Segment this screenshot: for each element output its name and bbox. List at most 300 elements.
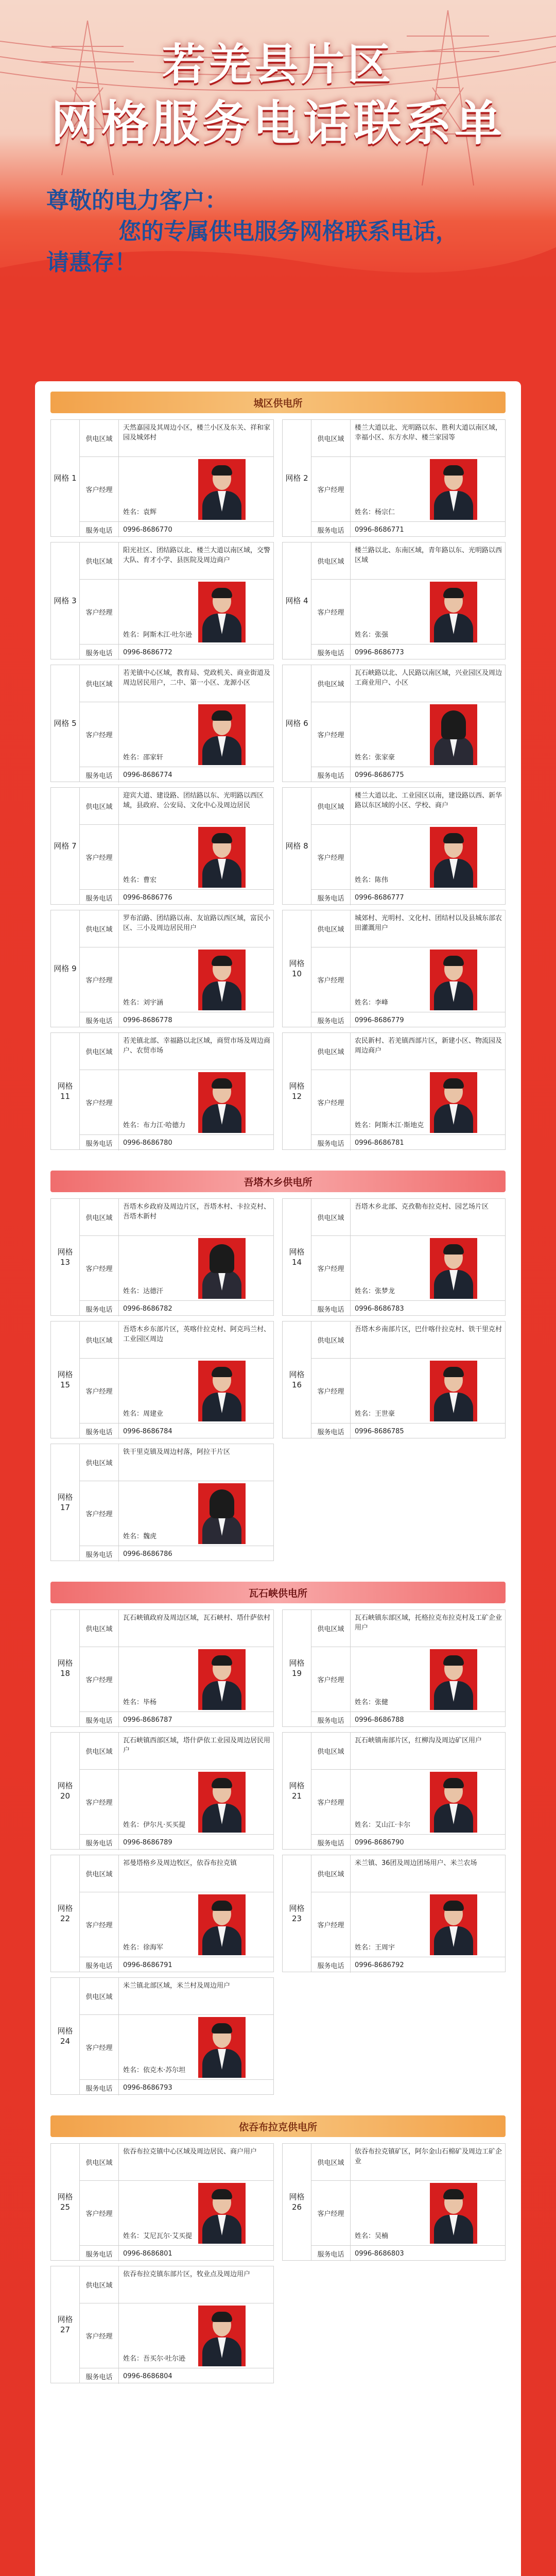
phone-row [80, 645, 273, 660]
phone-number[interactable]: 0996-8686793 [123, 2083, 172, 2092]
manager-name [123, 629, 192, 639]
grid-entry [282, 787, 506, 905]
phone-label: 服务电话 [80, 1835, 119, 1850]
title-block [0, 36, 556, 155]
grid-entry [282, 1609, 506, 1727]
area-row [311, 1733, 505, 1770]
phone-row [311, 522, 505, 537]
area-value: 米兰镇北部区域，米兰村及周边用户 [123, 1982, 231, 1990]
phone-label: 服务电话 [80, 1135, 119, 1150]
manager-photo [430, 1894, 477, 1955]
manager-row [311, 1770, 505, 1835]
manager-label: 客户经理 [80, 1892, 119, 1957]
grid-number: 网格 10 [283, 910, 311, 1027]
phone-label: 服务电话 [80, 1712, 119, 1727]
grid-entry [282, 665, 506, 782]
section-title: 依吞布拉克供电所 [50, 2115, 506, 2137]
manager-name-value: 陈伟 [375, 876, 389, 884]
manager-name [355, 1120, 424, 1129]
greeting-line-1: 尊敬的电力客户： [46, 188, 228, 214]
grid-number: 网格 2 [283, 420, 311, 536]
area-row [80, 665, 273, 702]
phone-number[interactable]: 0996-8686777 [355, 893, 404, 902]
manager-name [123, 506, 157, 516]
photo-hair [443, 1778, 464, 1788]
area-row [311, 1321, 505, 1359]
phone-row [311, 1957, 505, 1973]
manager-label: 客户经理 [80, 947, 119, 1012]
area-label: 供电区域 [311, 420, 351, 456]
photo-hair [443, 956, 464, 966]
phone-row [311, 1423, 505, 1439]
area-value: 米兰镇、36团及周边团场用户、米兰农场 [355, 1859, 477, 1867]
phone-label: 服务电话 [80, 2246, 119, 2261]
manager-row [311, 580, 505, 645]
manager-label: 客户经理 [80, 1359, 119, 1423]
photo-hair [210, 1489, 234, 1518]
manager-photo [198, 1072, 246, 1133]
phone-label: 服务电话 [80, 1301, 119, 1316]
manager-photo [198, 704, 246, 765]
name-prefix: 姓名： [123, 2355, 144, 2363]
area-row [80, 1199, 273, 1236]
phone-label: 服务电话 [311, 1712, 351, 1727]
manager-name-value: 吴楠 [375, 2232, 389, 2240]
area-label: 供电区域 [80, 2144, 119, 2180]
manager-row [311, 1647, 505, 1712]
grid-number: 网格 13 [51, 1199, 80, 1315]
photo-hair [212, 2189, 232, 2199]
area-label: 供电区域 [80, 1033, 119, 1070]
manager-label: 客户经理 [80, 825, 119, 889]
name-prefix: 姓名： [123, 509, 144, 516]
manager-label: 客户经理 [80, 1481, 119, 1546]
area-label: 供电区域 [311, 2144, 351, 2180]
area-row [311, 420, 505, 457]
phone-number[interactable]: 0996-8686779 [355, 1016, 404, 1024]
phone-row [80, 1135, 273, 1150]
manager-name [355, 1285, 395, 1295]
grid-entry [50, 665, 274, 782]
area-value: 楼兰路以北、东南区域，青年路以东、光明路以西区域 [355, 547, 502, 564]
grid-number: 网格 16 [283, 1321, 311, 1438]
manager-name [355, 629, 388, 639]
area-value: 吾塔木乡政府及周边片区，吾塔木村、卡拉克村、吾塔木新村 [123, 1203, 270, 1221]
area-label: 供电区域 [80, 788, 119, 824]
name-prefix: 姓名： [355, 1122, 375, 1129]
phone-label: 服务电话 [311, 767, 351, 783]
name-prefix: 姓名： [355, 631, 375, 639]
phone-number[interactable]: 0996-8686776 [123, 893, 172, 902]
grid-entry [50, 910, 274, 1027]
photo-hair [212, 1655, 232, 1666]
manager-row [311, 702, 505, 767]
grid-entry [50, 787, 274, 905]
greeting-line-3: 请惠存！ [46, 249, 137, 276]
phone-number[interactable]: 0996-8686792 [355, 1961, 404, 1969]
manager-label: 客户经理 [80, 580, 119, 644]
manager-name-value: 刘宇涵 [143, 999, 164, 1007]
area-value: 铁干里克镇及周边村落，阿拉干片区 [123, 1448, 231, 1456]
grid-entry [50, 1977, 274, 2095]
area-row [80, 1610, 273, 1647]
manager-label: 客户经理 [311, 1770, 351, 1834]
grid-entry [282, 910, 506, 1027]
manager-label: 客户经理 [80, 1070, 119, 1134]
manager-name [123, 752, 163, 761]
manager-name-value: 张梦龙 [375, 1287, 395, 1295]
name-prefix: 姓名： [355, 999, 375, 1007]
area-label: 供电区域 [311, 1033, 351, 1070]
manager-row [80, 947, 273, 1012]
phone-number[interactable]: 0996-8686787 [123, 1716, 172, 1724]
phone-label: 服务电话 [80, 1957, 119, 1973]
grid-number: 网格 24 [51, 1978, 80, 2094]
manager-name [123, 2064, 185, 2074]
area-value: 若羌镇中心区域，教育局、党政机关、商业街道及周边居民用户，二中、第一小区、龙源小区 [123, 669, 270, 687]
phone-number[interactable]: 0996-8686804 [123, 2372, 172, 2380]
manager-photo [198, 1649, 246, 1710]
phone-row [80, 767, 273, 783]
manager-photo [430, 459, 477, 520]
section-title: 瓦石峡供电所 [50, 1582, 506, 1603]
photo-hair [212, 956, 232, 966]
phone-label: 服务电话 [311, 1301, 351, 1316]
manager-photo [198, 2017, 246, 2078]
phone-number[interactable]: 0996-8686803 [355, 2249, 404, 2258]
manager-name-value: 伊尔凡·买买提 [143, 1821, 186, 1829]
area-label: 供电区域 [311, 788, 351, 824]
manager-photo [430, 950, 477, 1010]
grid-entry [282, 1032, 506, 1150]
manager-name [123, 1285, 163, 1295]
phone-number[interactable]: 0996-8686790 [355, 1838, 404, 1846]
grid-number: 网格 12 [283, 1033, 311, 1149]
manager-row [80, 2015, 273, 2080]
phone-number[interactable]: 0996-8686785 [355, 1427, 404, 1435]
area-row [80, 543, 273, 580]
manager-name-value: 阿斯木江·斯地克 [375, 1122, 424, 1129]
area-row [80, 910, 273, 947]
area-label: 供电区域 [80, 1610, 119, 1647]
manager-row [311, 1070, 505, 1135]
phone-number[interactable]: 0996-8686770 [123, 526, 172, 534]
manager-name [355, 1408, 395, 1418]
phone-number[interactable]: 0996-8686784 [123, 1427, 172, 1435]
manager-name [123, 1819, 185, 1829]
manager-name-value: 艾山江·卡尔 [375, 1821, 411, 1829]
phone-row [311, 1012, 505, 1028]
area-row [80, 1321, 273, 1359]
phone-number[interactable]: 0996-8686789 [123, 1838, 172, 1846]
phone-number[interactable]: 0996-8686783 [355, 1304, 404, 1313]
manager-name-value: 阿斯木江·吐尔逊 [143, 631, 193, 639]
phone-number[interactable]: 0996-8686771 [355, 526, 404, 534]
phone-row [80, 1835, 273, 1850]
phone-number[interactable]: 0996-8686772 [123, 648, 172, 656]
phone-row [80, 1712, 273, 1727]
grid-entry [50, 419, 274, 537]
area-value: 楼兰大道以北、光明路以东、胜利大道以南区域，幸福小区、东方水岸、楼兰家园等 [355, 424, 502, 442]
phone-number[interactable]: 0996-8686788 [355, 1716, 404, 1724]
manager-photo [198, 2306, 246, 2366]
name-prefix: 姓名： [123, 999, 144, 1007]
manager-name-value: 吾买尔·吐尔逊 [143, 2355, 186, 2363]
phone-number[interactable]: 0996-8686773 [355, 648, 404, 656]
grid-number: 网格 11 [51, 1033, 80, 1149]
area-value: 依吞布拉克镇东部片区，牧业点及周边用户 [123, 2270, 251, 2278]
name-prefix: 姓名： [123, 2232, 144, 2240]
photo-hair [212, 2023, 232, 2033]
manager-label: 客户经理 [80, 457, 119, 521]
manager-photo [430, 1361, 477, 1421]
manager-label: 客户经理 [311, 457, 351, 521]
photo-hair [212, 710, 232, 721]
area-value: 阳光社区、团结路以北、楼兰大道以南区域，交警大队、育才小学、县医院及周边商户 [123, 547, 270, 564]
phone-row [311, 1712, 505, 1727]
manager-row [311, 1892, 505, 1957]
area-label: 供电区域 [80, 1733, 119, 1769]
manager-name-value: 依克木·苏尔坦 [143, 2066, 186, 2074]
phone-label: 服务电话 [311, 522, 351, 537]
name-prefix: 姓名： [355, 876, 375, 884]
phone-row [311, 890, 505, 905]
manager-name [123, 1120, 185, 1129]
phone-number[interactable]: 0996-8686801 [123, 2249, 172, 2258]
phone-number[interactable]: 0996-8686791 [123, 1961, 172, 1969]
manager-photo [198, 2183, 246, 2244]
manager-label: 客户经理 [311, 580, 351, 644]
grid-number: 网格 9 [51, 910, 80, 1027]
manager-row [80, 702, 273, 767]
manager-row [80, 1236, 273, 1301]
name-prefix: 姓名： [355, 754, 375, 761]
manager-name-value: 张家豪 [375, 754, 395, 761]
phone-number[interactable]: 0996-8686781 [355, 1139, 404, 1147]
area-label: 供电区域 [311, 1733, 351, 1769]
manager-row [311, 2181, 505, 2246]
grid-entry [50, 1855, 274, 1972]
phone-row [311, 1301, 505, 1316]
area-value: 迎宾大道、建设路、团结路以东、光明路以西区域，县政府、公安局、文化中心及周边居民 [123, 792, 264, 809]
photo-hair [212, 465, 232, 476]
area-row [311, 1610, 505, 1647]
manager-label: 客户经理 [311, 1892, 351, 1957]
area-value: 农民新村、若羌镇西部片区，新建小区、物流园及周边商户 [355, 1037, 502, 1055]
name-prefix: 姓名： [355, 1699, 375, 1706]
grid-entry [50, 1732, 274, 1850]
manager-name-value: 周建业 [143, 1410, 164, 1418]
manager-row [311, 457, 505, 522]
manager-name-value: 达德汗 [143, 1287, 164, 1295]
manager-name [355, 506, 395, 516]
area-value: 瓦石峡路以北、人民路以南区域，兴业园区及周边工商业用户、小区 [355, 669, 502, 687]
photo-hair [443, 833, 464, 843]
area-label: 供电区域 [80, 543, 119, 579]
grid-number: 网格 21 [283, 1733, 311, 1849]
grid-number: 网格 22 [51, 1855, 80, 1972]
area-label: 供电区域 [311, 543, 351, 579]
area-row [311, 910, 505, 947]
phone-label: 服务电话 [80, 2368, 119, 2384]
area-row [80, 1733, 273, 1770]
area-value: 天然嘉园及其周边小区，楼兰小区及东关、祥和家园及城郊村 [123, 424, 270, 442]
manager-name [123, 1408, 163, 1418]
area-row [311, 788, 505, 825]
phone-number[interactable]: 0996-8686775 [355, 771, 404, 779]
area-row [80, 1855, 273, 1892]
phone-row [80, 522, 273, 537]
grid-number: 网格 26 [283, 2144, 311, 2260]
phone-number[interactable]: 0996-8686782 [123, 1304, 172, 1313]
manager-photo [198, 950, 246, 1010]
phone-row [80, 1012, 273, 1028]
manager-name-value: 布力江·哈德力 [143, 1122, 186, 1129]
area-label: 供电区域 [311, 1199, 351, 1235]
manager-name [123, 1531, 157, 1540]
area-label: 供电区域 [80, 1855, 119, 1892]
manager-photo [430, 582, 477, 642]
manager-name-value: 王周宇 [375, 1944, 395, 1952]
name-prefix: 姓名： [355, 509, 375, 516]
area-label: 供电区域 [311, 1855, 351, 1892]
grid-entry [50, 2266, 274, 2383]
manager-label: 客户经理 [311, 2181, 351, 2245]
photo-hair [212, 1078, 232, 1089]
manager-name-value: 邵家轩 [143, 754, 164, 761]
photo-hair [443, 465, 464, 476]
manager-row [80, 1770, 273, 1835]
section-title: 吾塔木乡供电所 [50, 1171, 506, 1192]
photo-hair [443, 2189, 464, 2199]
phone-row [80, 1546, 273, 1562]
phone-label: 服务电话 [80, 1012, 119, 1028]
manager-photo [430, 1072, 477, 1133]
area-label: 供电区域 [80, 2266, 119, 2303]
grid-entry [282, 2143, 506, 2261]
name-prefix: 姓名： [355, 1821, 375, 1829]
phone-number[interactable]: 0996-8686780 [123, 1139, 172, 1147]
manager-name [123, 2230, 192, 2240]
area-label: 供电区域 [80, 665, 119, 702]
manager-name-value: 曹宏 [143, 876, 157, 884]
phone-label: 服务电话 [80, 1546, 119, 1562]
phone-label: 服务电话 [80, 2080, 119, 2095]
manager-name-value: 张健 [375, 1699, 389, 1706]
photo-hair [441, 710, 466, 739]
grid-number: 网格 27 [51, 2266, 80, 2383]
manager-photo [430, 1772, 477, 1833]
phone-row [311, 1135, 505, 1150]
name-prefix: 姓名： [123, 1122, 144, 1129]
area-row [80, 2266, 273, 2303]
manager-row [311, 947, 505, 1012]
name-prefix: 姓名： [355, 1944, 375, 1952]
header-banner [0, 0, 556, 309]
phone-number[interactable]: 0996-8686774 [123, 771, 172, 779]
area-value: 依吞布拉克镇矿区，阿尔金山石棉矿及周边工矿企业 [355, 2148, 502, 2165]
area-value: 瓦石峡镇东部区域，托格拉克布拉克村及工矿企业用户 [355, 1614, 502, 1632]
section-title: 城区供电所 [50, 392, 506, 413]
area-value: 罗布泊路、团结路以南、友谊路以西区域，富民小区、三小及周边居民用户 [123, 914, 270, 932]
manager-row [80, 2303, 273, 2368]
manager-row [80, 457, 273, 522]
photo-hair [443, 1655, 464, 1666]
photo-hair [212, 588, 232, 598]
manager-photo [198, 1361, 246, 1421]
manager-row [80, 1647, 273, 1712]
photo-hair [443, 1078, 464, 1089]
phone-number[interactable]: 0996-8686778 [123, 1016, 172, 1024]
name-prefix: 姓名： [123, 876, 144, 884]
manager-label: 客户经理 [80, 2181, 119, 2245]
manager-photo [198, 582, 246, 642]
area-row [80, 2144, 273, 2181]
photo-hair [212, 1901, 232, 1911]
phone-row [311, 2246, 505, 2261]
manager-name-value: 李峰 [375, 999, 389, 1007]
grid-entry [282, 1321, 506, 1438]
manager-photo [430, 704, 477, 765]
manager-photo [198, 1238, 246, 1299]
grid-number: 网格 23 [283, 1855, 311, 1972]
manager-name-value: 杨宗仁 [375, 509, 395, 516]
area-label: 供电区域 [311, 1321, 351, 1358]
phone-row [80, 1423, 273, 1439]
area-row [311, 1033, 505, 1070]
manager-row [311, 1236, 505, 1301]
manager-row [311, 825, 505, 890]
manager-label: 客户经理 [80, 702, 119, 767]
photo-hair [443, 588, 464, 598]
grid-entry [282, 419, 506, 537]
manager-name [123, 874, 157, 884]
manager-label: 客户经理 [311, 1647, 351, 1711]
area-value: 楼兰大道以北、工业园区以南，建设路以西、新华路以东区域的小区、学校、商户 [355, 792, 502, 809]
name-prefix: 姓名： [355, 1287, 375, 1295]
grid-number: 网格 4 [283, 543, 311, 659]
phone-label: 服务电话 [311, 1957, 351, 1973]
grid-entry [282, 1855, 506, 1972]
area-row [311, 2144, 505, 2181]
area-value: 吾塔木乡北部、克孜勒布拉克村、园艺场片区 [355, 1203, 489, 1211]
phone-label: 服务电话 [80, 522, 119, 537]
phone-label: 服务电话 [311, 1423, 351, 1439]
grid-entry [282, 542, 506, 659]
name-prefix: 姓名： [123, 1821, 144, 1829]
manager-label: 客户经理 [311, 1359, 351, 1423]
manager-name-value: 艾尼瓦尔·艾买提 [143, 2232, 193, 2240]
photo-hair [443, 1367, 464, 1377]
photo-hair [212, 833, 232, 843]
phone-row [80, 890, 273, 905]
manager-photo [198, 827, 246, 888]
manager-name-value: 王世豪 [375, 1410, 395, 1418]
phone-label: 服务电话 [311, 1012, 351, 1028]
manager-photo [198, 1772, 246, 1833]
title-line-2: 网格服务电话联系单 [50, 96, 505, 151]
manager-name [355, 1697, 388, 1706]
name-prefix: 姓名： [123, 1699, 144, 1706]
area-value: 瓦石峡镇西部区域，塔什萨依工业园及周边居民用户 [123, 1737, 270, 1754]
manager-name [123, 997, 163, 1007]
name-prefix: 姓名： [123, 1533, 144, 1540]
grid-number: 网格 5 [51, 665, 80, 782]
manager-photo [430, 1649, 477, 1710]
area-value: 若羌镇北部、幸福路以北区域，商贸市场及周边商户、农贸市场 [123, 1037, 270, 1055]
manager-name [123, 1942, 163, 1952]
phone-number[interactable]: 0996-8686786 [123, 1550, 172, 1558]
